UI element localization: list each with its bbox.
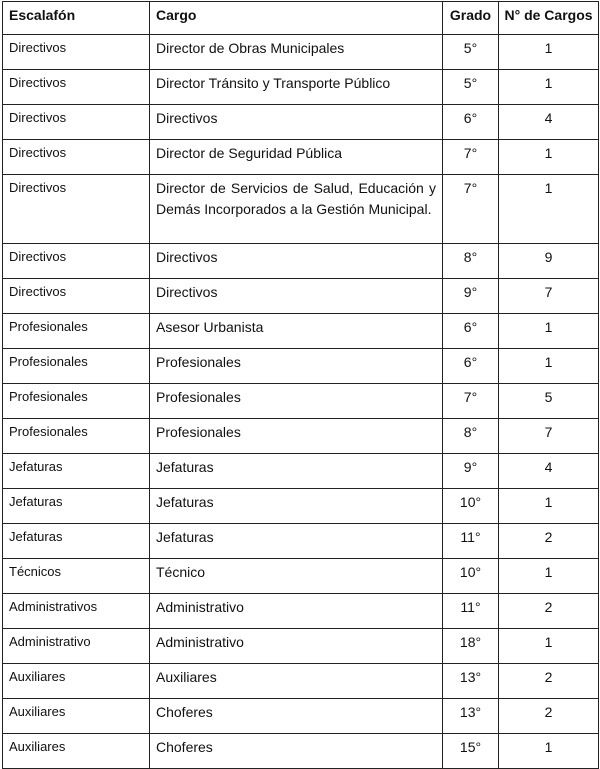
cell-num-cargos: 1: [499, 349, 599, 384]
cell-grado: 7°: [443, 175, 499, 244]
cell-escalafon: Auxiliares: [3, 734, 150, 769]
cell-num-cargos: 4: [499, 105, 599, 140]
header-grado: Grado: [443, 2, 499, 35]
cell-escalafon: Profesionales: [3, 384, 150, 419]
cell-cargo: Profesionales: [150, 349, 443, 384]
cell-num-cargos: 1: [499, 629, 599, 664]
table-row: [3, 70, 599, 105]
cell-num-cargos: 1: [499, 559, 599, 594]
cell-num-cargos: 1: [499, 734, 599, 769]
cell-grado: 11°: [443, 524, 499, 559]
cell-escalafon: Directivos: [3, 175, 150, 244]
cell-grado: 7°: [443, 140, 499, 175]
cell-cargo: Directivos: [150, 244, 443, 279]
cell-cargo: Director de Obras Municipales: [150, 35, 443, 70]
cell-num-cargos: 9: [499, 244, 599, 279]
cell-cargo: Técnico: [150, 559, 443, 594]
header-num-cargos: N° de Cargos: [499, 2, 599, 35]
cell-grado: 6°: [443, 349, 499, 384]
cell-grado: 13°: [443, 664, 499, 699]
cell-grado: 8°: [443, 244, 499, 279]
cell-escalafon: Directivos: [3, 105, 150, 140]
table-row: [3, 734, 599, 769]
cell-cargo: Jefaturas: [150, 524, 443, 559]
cell-grado: 9°: [443, 454, 499, 489]
cargos-table: [2, 1, 599, 769]
table-row: [3, 419, 599, 454]
cell-num-cargos: 2: [499, 524, 599, 559]
cell-grado: 8°: [443, 419, 499, 454]
table-row: [3, 454, 599, 489]
table-row: [3, 384, 599, 419]
table-row: [3, 524, 599, 559]
cell-num-cargos: 5: [499, 384, 599, 419]
cell-num-cargos: 2: [499, 699, 599, 734]
cell-num-cargos: 1: [499, 489, 599, 524]
cell-grado: 18°: [443, 629, 499, 664]
cell-num-cargos: 2: [499, 594, 599, 629]
table-row: [3, 35, 599, 70]
cell-num-cargos: 1: [499, 314, 599, 349]
table-row: [3, 279, 599, 314]
cell-escalafon: Administrativo: [3, 629, 150, 664]
cell-escalafon: Profesionales: [3, 314, 150, 349]
cell-grado: 15°: [443, 734, 499, 769]
table-row: [3, 559, 599, 594]
cell-grado: 6°: [443, 314, 499, 349]
cell-grado: 7°: [443, 384, 499, 419]
cell-escalafon: Auxiliares: [3, 664, 150, 699]
table-row: [3, 140, 599, 175]
cell-grado: 13°: [443, 699, 499, 734]
table-row: [3, 699, 599, 734]
cell-cargo: Choferes: [150, 734, 443, 769]
cell-num-cargos: 1: [499, 175, 599, 244]
header-row: [3, 2, 599, 35]
cell-num-cargos: 1: [499, 35, 599, 70]
cell-cargo: Profesionales: [150, 419, 443, 454]
cell-cargo: Director de Servicios de Salud, Educación y Demás Incorporados a la Gestión Municipal.: [150, 175, 443, 244]
cell-cargo: Administrativo: [150, 629, 443, 664]
cell-escalafon: Auxiliares: [3, 699, 150, 734]
table-row: [3, 489, 599, 524]
cell-cargo: Administrativo: [150, 594, 443, 629]
cell-escalafon: Directivos: [3, 70, 150, 105]
cell-grado: 10°: [443, 489, 499, 524]
table-row: [3, 349, 599, 384]
cell-cargo: Asesor Urbanista: [150, 314, 443, 349]
table-row: [3, 664, 599, 699]
cell-escalafon: Administrativos: [3, 594, 150, 629]
cell-num-cargos: 4: [499, 454, 599, 489]
cell-num-cargos: 7: [499, 419, 599, 454]
header-escalafon: Escalafón: [3, 2, 150, 35]
table-row: [3, 175, 599, 244]
cell-grado: 5°: [443, 35, 499, 70]
cell-cargo: Jefaturas: [150, 489, 443, 524]
cell-cargo: Directivos: [150, 279, 443, 314]
cell-grado: 9°: [443, 279, 499, 314]
table-row: [3, 629, 599, 664]
cell-grado: 11°: [443, 594, 499, 629]
cell-grado: 5°: [443, 70, 499, 105]
cell-escalafon: Profesionales: [3, 419, 150, 454]
cell-escalafon: Jefaturas: [3, 489, 150, 524]
cell-num-cargos: 2: [499, 664, 599, 699]
table-row: [3, 105, 599, 140]
cell-grado: 6°: [443, 105, 499, 140]
cell-cargo: Director Tránsito y Transporte Público: [150, 70, 443, 105]
cell-escalafon: Directivos: [3, 35, 150, 70]
cell-cargo: Director de Seguridad Pública: [150, 140, 443, 175]
cell-cargo: Directivos: [150, 105, 443, 140]
table-row: [3, 244, 599, 279]
cell-escalafon: Directivos: [3, 140, 150, 175]
cell-escalafon: Directivos: [3, 244, 150, 279]
cell-cargo: Jefaturas: [150, 454, 443, 489]
cell-num-cargos: 1: [499, 70, 599, 105]
cell-grado: 10°: [443, 559, 499, 594]
cell-escalafon: Técnicos: [3, 559, 150, 594]
table-row: [3, 314, 599, 349]
cell-num-cargos: 7: [499, 279, 599, 314]
cell-escalafon: Directivos: [3, 279, 150, 314]
cell-cargo: Profesionales: [150, 384, 443, 419]
cell-cargo: Auxiliares: [150, 664, 443, 699]
table-row: [3, 594, 599, 629]
header-cargo: Cargo: [150, 2, 443, 35]
cell-cargo: Choferes: [150, 699, 443, 734]
cell-escalafon: Profesionales: [3, 349, 150, 384]
cell-escalafon: Jefaturas: [3, 524, 150, 559]
cell-num-cargos: 1: [499, 140, 599, 175]
cell-escalafon: Jefaturas: [3, 454, 150, 489]
table-body: [3, 35, 599, 769]
